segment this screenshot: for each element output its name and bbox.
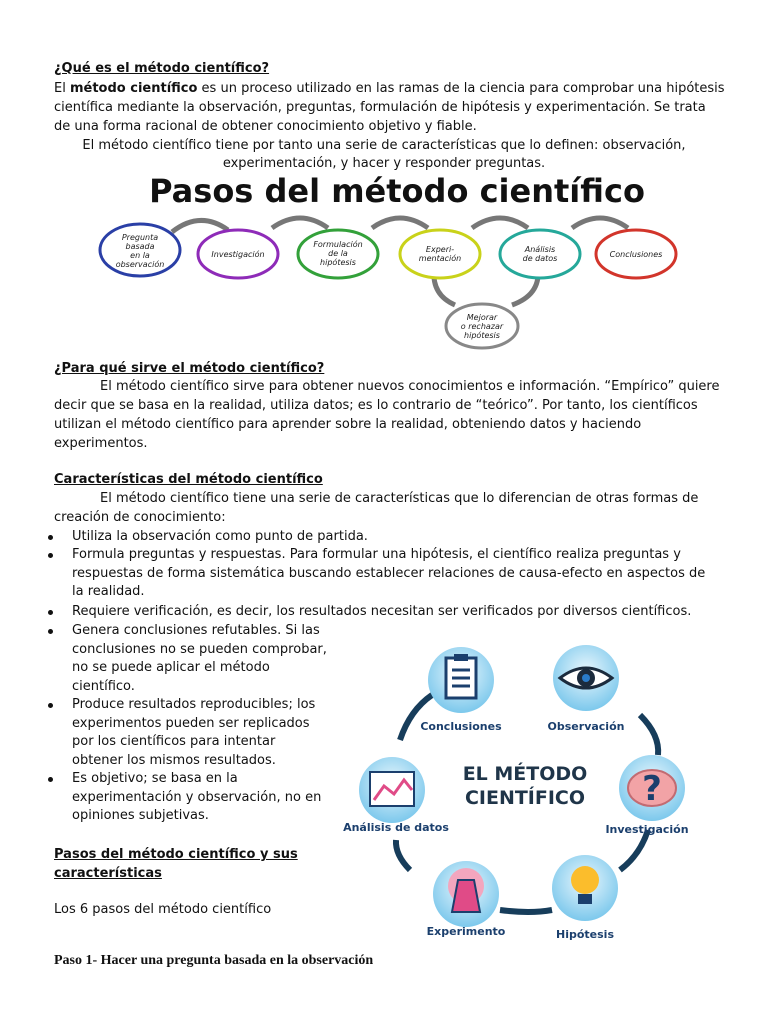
step-label: Pregunta — [121, 233, 159, 242]
list-item — [48, 546, 705, 602]
heading-pasos: Pasos del método científico y sus — [54, 847, 298, 862]
diagram-title: CIENTÍFICO — [464, 787, 586, 809]
step-heading: Paso 1- Hacer una pregunta basada en la observación — [54, 953, 374, 968]
step-label: de la — [328, 249, 348, 258]
paragraph-line: experimentos. — [54, 436, 148, 451]
bold-term: método científico — [69, 81, 198, 96]
paragraph-line: El método científico tiene una serie de características que lo diferencian de otras formas de — [100, 491, 699, 506]
step-label: en la — [130, 251, 150, 260]
step-label: hipótesis — [320, 258, 356, 267]
paragraph-line — [54, 80, 725, 99]
arrow-icon — [472, 218, 528, 228]
arrow-icon — [272, 218, 328, 228]
list-item-text: conclusiones no se pueden comprobar, — [72, 641, 327, 657]
loop-label: Mejorar — [466, 313, 498, 322]
heading-que-es: ¿Qué es el método científico? — [54, 61, 270, 76]
text-span: es un proceso utilizado en las ramas de la ciencia para comprobar una hipótesis — [197, 81, 725, 96]
step-label: observación — [115, 260, 165, 269]
list-item — [48, 622, 327, 696]
list-item-text: opiniones subjetivas. — [72, 808, 209, 823]
step-label: mentación — [418, 254, 462, 263]
flask-icon — [448, 868, 484, 912]
step-label: Formulación — [313, 240, 363, 249]
list-item-text: no se puede aplicar el método — [72, 660, 270, 675]
cycle-diagram — [340, 640, 710, 950]
step-label: Conclusiones — [609, 250, 663, 259]
step-label: Experi- — [425, 245, 455, 254]
label-investigacion: Investigación — [605, 823, 689, 836]
list-item — [48, 770, 321, 826]
paragraph-line: científica mediante la observación, preguntas, formulación de hipótesis y experimentación. Se trata — [54, 100, 706, 115]
list-item-text: respuestas de forma sistemática buscando establecer relaciones de causa-efecto en aspectos de — [72, 565, 706, 581]
list-item-text: Formula preguntas y respuestas. Para formular una hipótesis, el científico realiza preguntas y — [72, 547, 681, 562]
paragraph-line: decir que se basa en la realidad, utiliza datos; es lo contrario de “teórico”. Por tanto, los científicos — [54, 398, 698, 413]
paragraph-line: creación de conocimiento: — [54, 510, 226, 525]
arrow-icon — [572, 218, 628, 228]
steps-diagram — [0, 170, 768, 350]
step-label: Investigación — [211, 250, 265, 259]
question-mark-text: ? — [642, 769, 662, 809]
list-item-text: científico. — [72, 678, 135, 694]
bullet-icon — [48, 553, 53, 558]
list-item-text: Utiliza la observación como punto de partida. — [72, 529, 368, 544]
list-item-text: experimentación y observación, no en — [72, 789, 322, 805]
step-label: basada — [125, 242, 155, 251]
list-item — [48, 696, 315, 770]
list-item — [48, 528, 368, 547]
arrow-icon — [500, 910, 552, 912]
step-label: Análisis — [524, 245, 556, 254]
list-item-text: por los científicos para intentar — [72, 734, 276, 749]
chart-icon — [370, 772, 414, 806]
list-item-text: Produce resultados reproducibles; los — [72, 697, 316, 712]
bullet-icon — [48, 703, 53, 708]
heading-pasos: características — [54, 866, 162, 881]
arrow-icon — [640, 715, 658, 755]
bullet-icon — [48, 610, 53, 615]
bullet-icon — [48, 777, 53, 782]
loop-label: o rechazar — [460, 322, 504, 331]
label-observacion: Observación — [547, 720, 625, 733]
diagram-title: Pasos del método científico — [149, 172, 645, 210]
paragraph-line: El método científico sirve para obtener nuevos conocimientos e información. “Empírico” quiere — [100, 379, 720, 394]
heading-para-que: ¿Para qué sirve el método científico? — [54, 361, 325, 376]
paragraph-line: Los 6 pasos del método científico — [54, 902, 272, 917]
arrow-icon — [620, 830, 648, 870]
list-item-text: Requiere verificación, es decir, los resultados necesitan ser verificados por diversos científicos. — [72, 604, 692, 619]
label-hipotesis: Hipótesis — [556, 928, 614, 941]
paragraph-line: El método científico tiene por tanto una serie de características que lo definen: observación, — [82, 138, 686, 153]
arrow-icon — [172, 220, 228, 232]
list-item-text: la realidad. — [72, 584, 145, 599]
step-label: de datos — [522, 254, 558, 263]
list-item-text: Genera conclusiones refutables. Si las — [72, 623, 320, 638]
list-item-text: experimentos pueden ser replicados — [72, 715, 310, 731]
diagram-title: EL MÉTODO — [462, 763, 588, 785]
arrow-icon — [400, 695, 432, 740]
arrow-icon — [372, 218, 428, 228]
label-conclusiones: Conclusiones — [420, 720, 502, 733]
list-item — [48, 603, 691, 622]
arrow-icon — [396, 840, 410, 870]
bullet-icon — [48, 535, 53, 540]
text-span: El — [54, 81, 70, 96]
clipboard-icon — [446, 654, 476, 698]
paragraph-line: de una forma racional de obtener conocimiento objetivo y fiable. — [54, 119, 477, 134]
heading-caracteristicas: Características del método científico — [54, 472, 323, 487]
loop-label: hipótesis — [464, 331, 500, 340]
bullet-icon — [48, 629, 53, 634]
list-item-text: Es objetivo; se basa en la — [72, 771, 238, 786]
paragraph-line: experimentación, y hacer y responder preguntas. — [222, 156, 546, 171]
list-item-text: obtener los mismos resultados. — [72, 752, 276, 768]
label-analisis: Análisis de datos — [343, 821, 449, 834]
label-experimento: Experimento — [426, 925, 506, 938]
paragraph-line: utilizan el método científico para aprender sobre la realidad, obteniendo datos y haciendo — [54, 417, 642, 432]
